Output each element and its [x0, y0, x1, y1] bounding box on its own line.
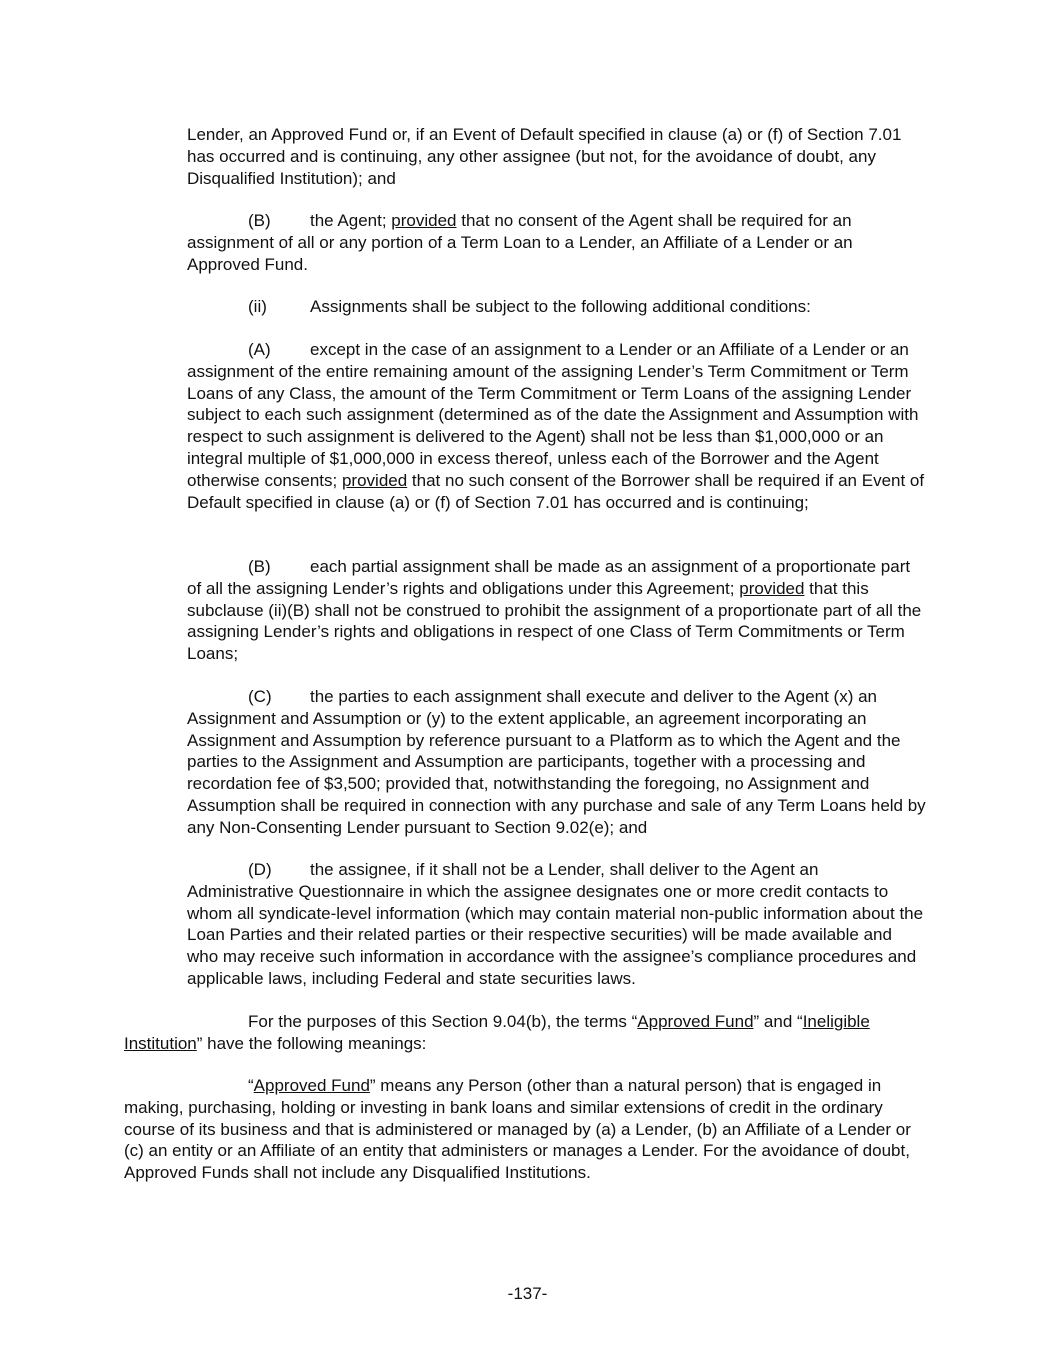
paragraph-definitions-intro: For the purposes of this Section 9.04(b), the terms “Approved Fund” and “Ineligible Institution” have the following meanings:	[124, 1012, 870, 1053]
provided-term: provided	[739, 578, 805, 598]
defined-term-ineligible-institution: Ineligible Institution	[124, 1012, 870, 1053]
paragraph-continuation: Lender, an Approved Fund or, if an Event of Default specified in clause (a) or (f) of Section 7.01 has occurred and is continuing, any other assignee (but not, for the avoidance of doubt, any Disqualified Institution); and	[187, 125, 902, 188]
provided-term: provided	[341, 470, 408, 490]
defined-term-approved-fund: Approved Fund	[637, 1012, 754, 1031]
defined-term-approved-fund: Approved Fund	[253, 1076, 370, 1095]
paragraph-c-execution: (C) the parties to each assignment shall execute and deliver to the Agent (x) an Assignment and Assumption or (y) to the extent applicable, an agreement incorporating an Assignment and Assumption by reference pursuant to a Platform as to which the Agent and the parties to the Assignment and Assumption are participants, together with a processing and recordation fee of $3,500; provided that, notwithstanding the foregoing, no Assignment and Assumption shall be required in connection with any purchase and sale of any Term Loans held by any Non-Consenting Lender pursuant to Section 9.02(e); and	[187, 687, 926, 837]
paragraph-d-questionnaire: (D) the assignee, if it shall not be a Lender, shall deliver to the Agent an Administrative Questionnaire in which the assignee designates one or more credit contacts to whom all syndicate-level information (which may contain material non-public information about the Loan Parties and their related parties or their respective securities) will be made available and who may receive such information in accordance with the assignee’s compliance procedures and applicable laws, including Federal and state securities laws.	[187, 860, 924, 988]
paragraph-b-partial-assignment: (B) each partial assignment shall be made as an assignment of a proportionate part of all the assigning Lender’s rights and obligations under this Agreement; provided that this subclause (ii)(B) shall not be construed to prohibit the assignment of a proportionate part of all the assigning Lender’s rights and obligations in respect of one Class of Term Commitments or Term Loans;	[187, 557, 922, 664]
paragraph-b-agent: (B) the Agent; provided that no consent of the Agent shall be required for an assignment of all or any portion of a Term Loan to a Lender, an Affiliate of a Lender or an Approved Fund.	[187, 211, 853, 274]
paragraph-ii-conditions: (ii) Assignments shall be subject to the following additional conditions:	[248, 297, 811, 316]
page-number: -137-	[507, 1284, 548, 1303]
paragraph-a-minimum-amount: (A) except in the case of an assignment to a Lender or an Affiliate of a Lender or an assignment of the entire remaining amount of the assigning Lender’s Term Commitment or Term Loans of any Class, the amount of the Term Commitment or Term Loans of the assigning Lender subject to each such assignment (determined as of the date the Assignment and Assumption with respect to such assignment is delivered to the Agent) shall not be less than $1,000,000 or an integral multiple of $1,000,000 in excess thereof, unless each of the Borrower and the Agent otherwise consents; provided that no such consent of the Borrower shall be required if an Event of Default specified in clause (a) or (f) of Section 7.01 has occurred and is continuing;	[187, 340, 925, 512]
provided-term: provided	[391, 211, 457, 230]
paragraph-approved-fund-definition: “Approved Fund” means any Person (other than a natural person) that is engaged in making, purchasing, holding or investing in bank loans and similar extensions of credit in the ordinary course of its business and that is administered or managed by (a) a Lender, (b) an Affiliate of a Lender or (c) an entity or an Affiliate of an entity that administers or manages a Lender. For the avoidance of doubt, Approved Funds shall not include any Disqualified Institutions.	[124, 1076, 911, 1183]
